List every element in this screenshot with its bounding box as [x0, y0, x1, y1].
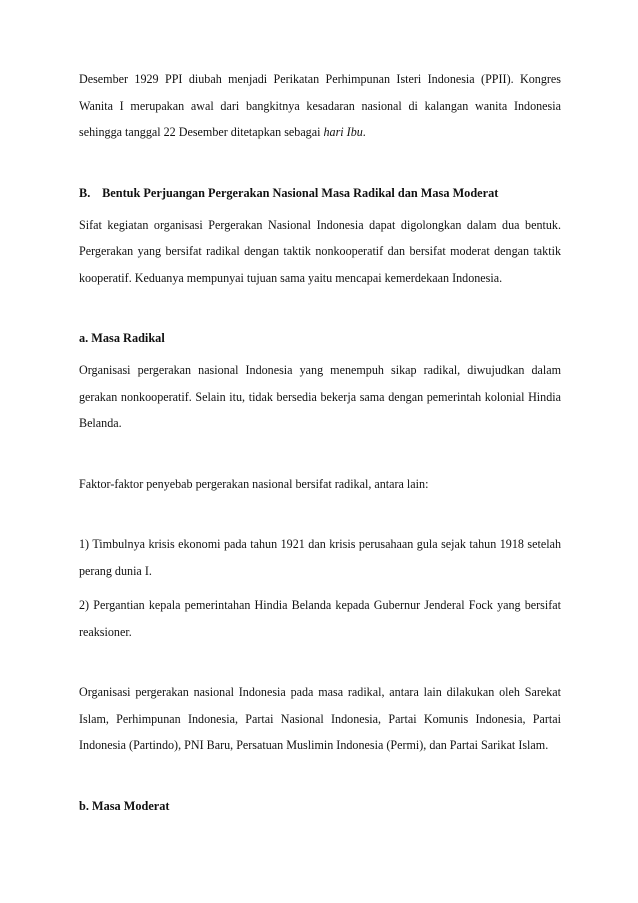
document-page — [79, 66, 561, 819]
factor-1: 1) Timbulnya krisis ekonomi pada tahun 1921 dan krisis perusahaan gula sejak tahun 1918 setelah perang dunia I. — [79, 537, 561, 578]
section-b-paragraph: Sifat kegiatan organisasi Pergerakan Nasional Indonesia dapat digolongkan dalam dua bentuk. Pergerakan yang bersifat radikal dengan taktik nonkooperatif dan bersifat moderat dengan taktik kooperatif. Keduanya mempunyai tujuan sama yaitu mencapai kemerdekaan Indonesia. — [79, 217, 561, 285]
intro-text-end: . — [362, 125, 366, 139]
intro-italic: hari Ibu — [323, 125, 363, 139]
intro-paragraph — [79, 66, 561, 146]
section-b-heading — [79, 180, 561, 206]
organizations-paragraph: Organisasi pergerakan nasional Indonesia pada masa radikal, antara lain dilakukan oleh Sarekat Islam, Perhimpunan Indonesia, Partai Nasional Indonesia, Partai Komunis Indonesia, Partai Indonesia (Partindo), PNI Baru, Persatuan Muslimin Indonesia (Permi), dan Partai Sarikat Islam. — [79, 685, 561, 752]
section-a-paragraph: Organisasi pergerakan nasional Indonesia yang menempuh sikap radikal, diwujudkan dalam gerakan nonkooperatif. Selain itu, tidak bersedia bekerja sama dengan pemerintah kolonial Hindia Belanda. — [79, 363, 561, 430]
factors-intro: Faktor-faktor penyebab pergerakan nasional bersifat radikal, antara lain: — [79, 476, 429, 491]
section-a-heading: a. Masa Radikal — [79, 331, 165, 345]
intro-text: Desember 1929 PPI diubah menjadi Perikatan Perhimpunan Isteri Indonesia (PPII). Kongres Wanita I merupakan awal dari bangkitnya kesadaran nasional di kalangan wanita Indonesia sehingga tanggal 22 Desember ditetapkan sebagai — [79, 72, 561, 139]
section-b-title: Bentuk Perjuangan Pergerakan Nasional Masa Radikal dan Masa Moderat — [102, 185, 499, 200]
factor-2: 2) Pergantian kepala pemerintahan Hindia Belanda kepada Gubernur Jenderal Fock yang bersifat reaksioner. — [79, 598, 561, 639]
section-b-number: B. — [79, 185, 91, 200]
section-moderat-heading: b. Masa Moderat — [79, 798, 170, 813]
